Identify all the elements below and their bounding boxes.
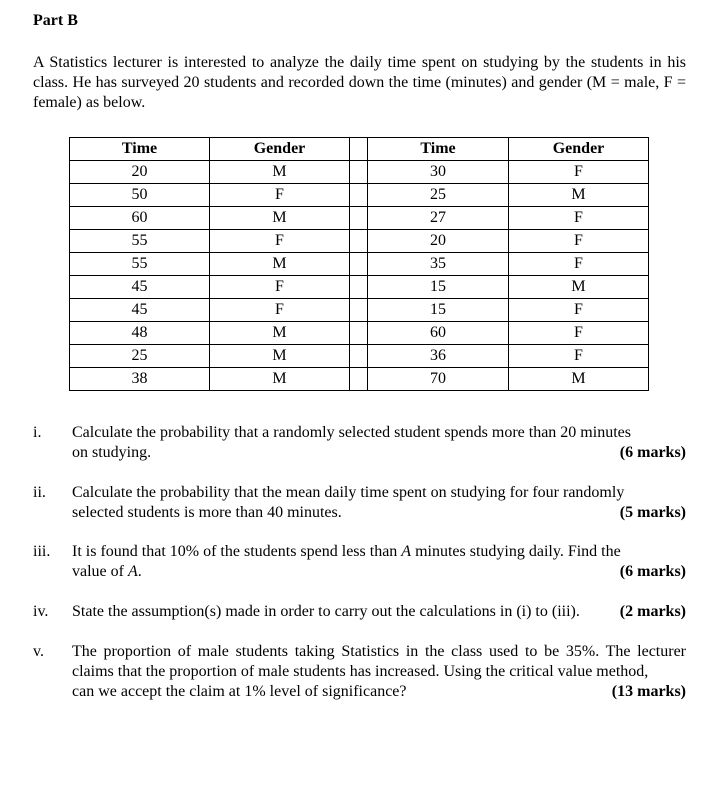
cell-time-1: 55 (70, 230, 210, 253)
part-title: Part B (33, 12, 78, 29)
header-time-1: Time (70, 138, 210, 161)
cell-gender-1: M (210, 368, 350, 391)
gap-cell (350, 253, 368, 276)
table-row (70, 368, 649, 391)
gap-cell (350, 368, 368, 391)
marks: (6 marks) (619, 563, 686, 580)
cell-time-1: 55 (70, 253, 210, 276)
question-v (33, 642, 686, 702)
cell-gender-1: F (210, 230, 350, 253)
question-text-cont: value of A. (72, 563, 142, 580)
question-text: It is found that 10% of the students spend less than A minutes studying daily. Find the (72, 543, 621, 560)
cell-time-2: 25 (368, 184, 509, 207)
cell-gender-2: M (509, 368, 649, 391)
cell-time-2: 15 (368, 299, 509, 322)
cell-time-1: 48 (70, 322, 210, 345)
cell-time-2: 27 (368, 207, 509, 230)
cell-gender-2: F (509, 253, 649, 276)
question-text-cont: selected students is more than 40 minutes. (72, 504, 342, 521)
cell-time-1: 45 (70, 276, 210, 299)
table-row (70, 345, 649, 368)
cell-time-1: 50 (70, 184, 210, 207)
cell-gender-2: M (509, 276, 649, 299)
cell-gender-1: M (210, 161, 350, 184)
question-text: State the assumption(s) made in order to carry out the calculations in (i) to (iii). (72, 603, 580, 620)
question-number: iii. (33, 543, 51, 560)
variable-a: A (127, 563, 138, 580)
question-number: i. (33, 424, 42, 441)
cell-gender-1: F (210, 299, 350, 322)
gap-cell (350, 207, 368, 230)
data-table (69, 137, 649, 391)
cell-gender-2: F (509, 345, 649, 368)
cell-time-1: 60 (70, 207, 210, 230)
question-text: Calculate the probability that a randomly selected student spends more than 20 minutes (72, 424, 631, 441)
marks: (13 marks) (611, 683, 686, 700)
question-number: iv. (33, 603, 49, 620)
table-row (70, 276, 649, 299)
cell-gender-1: M (210, 345, 350, 368)
cell-gender-1: F (210, 276, 350, 299)
cell-time-2: 30 (368, 161, 509, 184)
table-row (70, 299, 649, 322)
header-time-2: Time (368, 138, 509, 161)
cell-gender-1: M (210, 253, 350, 276)
table-row (70, 207, 649, 230)
question-number: v. (33, 643, 44, 660)
cell-time-2: 36 (368, 345, 509, 368)
gap-cell (350, 230, 368, 253)
gap-cell (350, 276, 368, 299)
gap-cell (350, 161, 368, 184)
cell-time-2: 35 (368, 253, 509, 276)
question-text: Calculate the probability that the mean daily time spent on studying for four randomly (72, 484, 625, 501)
cell-gender-2: M (509, 184, 649, 207)
question-ii (33, 483, 686, 523)
intro-paragraph: A Statistics lecturer is interested to analyze the daily time spent on studying by the students in his class. He has surveyed 20 students and recorded down the time (minutes) and gender (M = male, F = female) as below. (33, 54, 686, 111)
question-iv (33, 602, 686, 622)
cell-time-2: 15 (368, 276, 509, 299)
table-row (70, 184, 649, 207)
table-row (70, 253, 649, 276)
cell-gender-2: F (509, 230, 649, 253)
cell-time-1: 20 (70, 161, 210, 184)
question-iii (33, 542, 686, 582)
gap-cell (350, 184, 368, 207)
marks: (2 marks) (619, 603, 686, 620)
cell-time-1: 45 (70, 299, 210, 322)
cell-gender-2: F (509, 299, 649, 322)
cell-time-1: 25 (70, 345, 210, 368)
cell-time-2: 20 (368, 230, 509, 253)
header-gender-2: Gender (509, 138, 649, 161)
gap-cell (350, 299, 368, 322)
cell-gender-2: F (509, 207, 649, 230)
question-text: The proportion of male students taking Statistics in the class used to be 35%. The lecturer claims that the proportion of male students has increased. Using the critical value method, (72, 643, 686, 680)
cell-gender-1: M (210, 207, 350, 230)
cell-time-1: 38 (70, 368, 210, 391)
cell-gender-2: F (509, 161, 649, 184)
marks: (6 marks) (619, 444, 686, 461)
cell-gender-2: F (509, 322, 649, 345)
question-number: ii. (33, 484, 46, 501)
table-row (70, 322, 649, 345)
cell-gender-1: M (210, 322, 350, 345)
marks: (5 marks) (619, 504, 686, 521)
gap-cell (350, 345, 368, 368)
table-row (70, 230, 649, 253)
header-gender-1: Gender (210, 138, 350, 161)
cell-time-2: 70 (368, 368, 509, 391)
question-i (33, 423, 686, 463)
question-text-cont: can we accept the claim at 1% level of significance? (72, 683, 407, 700)
table-row (70, 161, 649, 184)
cell-gender-1: F (210, 184, 350, 207)
table-header-row (70, 138, 649, 161)
gap-cell (350, 138, 368, 161)
variable-a: A (401, 543, 412, 560)
cell-time-2: 60 (368, 322, 509, 345)
question-text-cont: on studying. (72, 444, 152, 461)
gap-cell (350, 322, 368, 345)
